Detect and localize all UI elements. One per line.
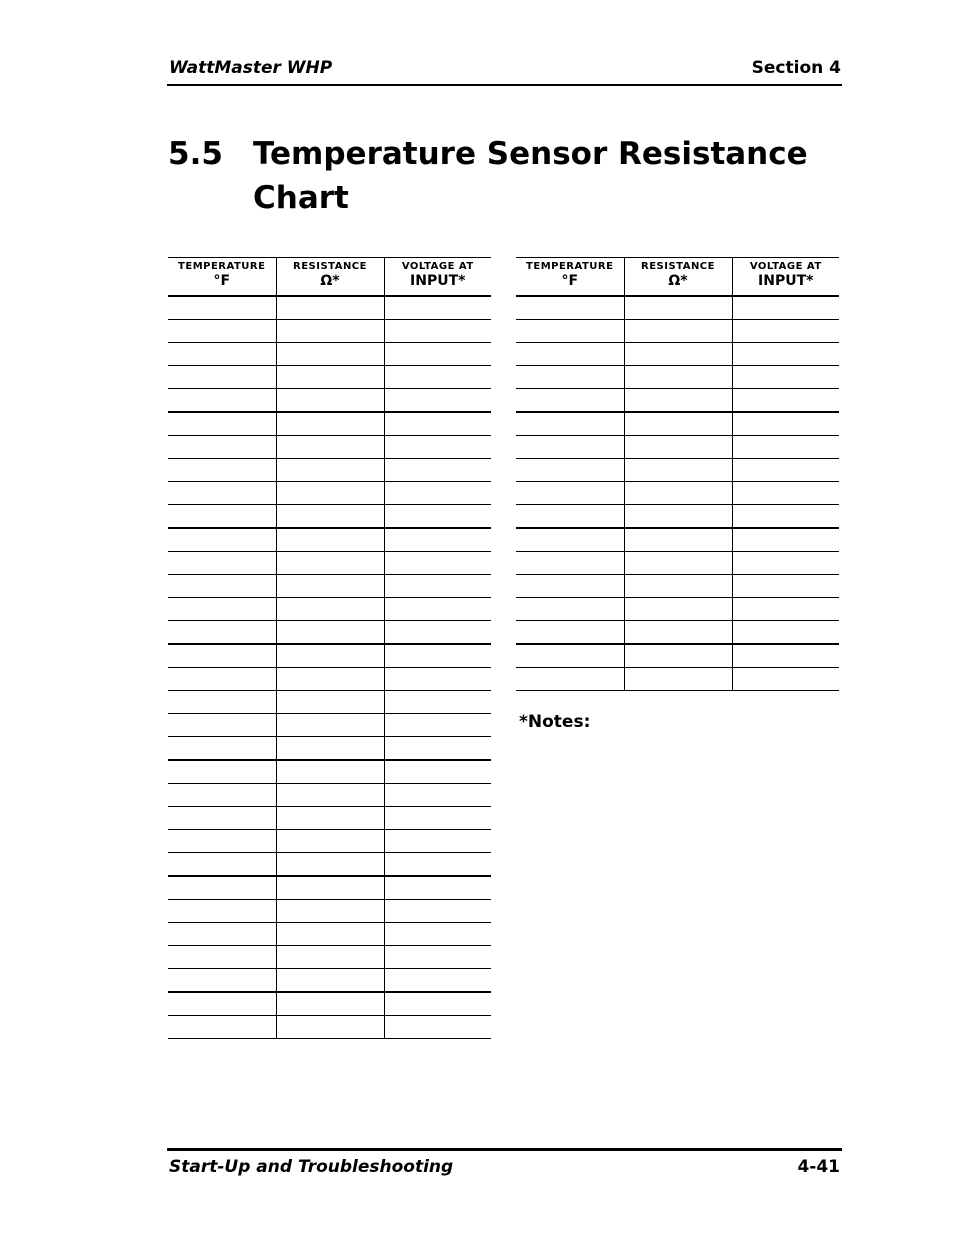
temperature-cell [168, 853, 276, 877]
table-row [168, 900, 491, 923]
resistance-cell [276, 900, 384, 923]
resistance-cell [624, 366, 732, 389]
voltage-cell [732, 644, 839, 668]
voltage-cell [384, 853, 491, 877]
table-row [516, 552, 839, 575]
temperature-cell [168, 923, 276, 946]
table-row [168, 760, 491, 784]
temperature-cell [516, 668, 624, 691]
voltage-cell [384, 807, 491, 830]
table-row [168, 412, 491, 436]
voltage-cell [732, 320, 839, 343]
resistance-cell [276, 389, 384, 413]
voltage-cell [384, 575, 491, 598]
temperature-cell [168, 807, 276, 830]
section-number: 5.5 [168, 136, 223, 172]
resistance-cell [276, 1016, 384, 1039]
table-row [168, 784, 491, 807]
table-row [168, 552, 491, 575]
voltage-cell [384, 320, 491, 343]
temperature-cell [168, 575, 276, 598]
table-row [168, 296, 491, 320]
resistance-cell [276, 598, 384, 621]
table-row [516, 343, 839, 366]
table-row [168, 737, 491, 761]
temperature-cell [516, 389, 624, 413]
voltage-cell [384, 505, 491, 529]
voltage-cell [384, 714, 491, 737]
resistance-cell [624, 598, 732, 621]
footer-chapter: Start-Up and Troubleshooting [169, 1157, 454, 1177]
voltage-cell [384, 969, 491, 993]
table-row [168, 459, 491, 482]
table-row [168, 853, 491, 877]
resistance-cell [624, 436, 732, 459]
resistance-cell [276, 969, 384, 993]
voltage-cell [384, 366, 491, 389]
voltage-cell [732, 436, 839, 459]
header-section: Section 4 [751, 58, 841, 78]
voltage-cell [384, 621, 491, 645]
resistance-cell [624, 668, 732, 691]
temperature-cell [516, 459, 624, 482]
table-row [516, 482, 839, 505]
temperature-cell [168, 668, 276, 691]
temperature-cell [516, 320, 624, 343]
table-row [168, 505, 491, 529]
voltage-cell [384, 459, 491, 482]
voltage-cell [384, 737, 491, 761]
resistance-cell [276, 807, 384, 830]
temperature-cell [516, 598, 624, 621]
voltage-cell [384, 946, 491, 969]
table-row [168, 482, 491, 505]
voltage-cell [384, 389, 491, 413]
resistance-cell [624, 644, 732, 668]
temperature-cell [168, 505, 276, 529]
voltage-cell [384, 900, 491, 923]
temperature-cell [168, 552, 276, 575]
voltage-cell [384, 691, 491, 714]
resistance-table-left [168, 257, 491, 1039]
table-row [516, 389, 839, 413]
table-row [168, 575, 491, 598]
voltage-cell [384, 784, 491, 807]
temperature-cell [168, 784, 276, 807]
table-row [168, 969, 491, 993]
resistance-cell [276, 691, 384, 714]
voltage-cell [732, 575, 839, 598]
voltage-cell [732, 366, 839, 389]
temperature-cell [168, 714, 276, 737]
table-row [168, 1016, 491, 1039]
resistance-cell [276, 876, 384, 900]
resistance-cell [276, 668, 384, 691]
resistance-cell [276, 784, 384, 807]
resistance-header: RESISTANCE Ω* [624, 258, 732, 297]
temperature-cell [168, 320, 276, 343]
temperature-cell [516, 528, 624, 552]
temperature-cell [168, 969, 276, 993]
table-row [168, 668, 491, 691]
header-product-name: WattMaster WHP [169, 58, 333, 78]
resistance-cell [624, 320, 732, 343]
voltage-cell [732, 668, 839, 691]
voltage-cell [384, 876, 491, 900]
temperature-cell [516, 482, 624, 505]
resistance-cell [624, 459, 732, 482]
resistance-cell [276, 992, 384, 1016]
voltage-cell [732, 412, 839, 436]
table-row [516, 320, 839, 343]
resistance-cell [276, 343, 384, 366]
table-row [168, 923, 491, 946]
table-row [168, 528, 491, 552]
voltage-cell [732, 505, 839, 529]
resistance-cell [276, 575, 384, 598]
table-row [516, 621, 839, 645]
voltage-cell [732, 552, 839, 575]
voltage-cell [384, 668, 491, 691]
voltage-cell [732, 389, 839, 413]
temperature-header: TEMPERATURE °F [168, 258, 276, 297]
resistance-cell [276, 946, 384, 969]
resistance-cell [624, 343, 732, 366]
voltage-cell [732, 482, 839, 505]
temperature-cell [168, 900, 276, 923]
voltage-cell [384, 552, 491, 575]
table-row [168, 691, 491, 714]
table-header-row [168, 258, 491, 297]
voltage-cell [732, 598, 839, 621]
temperature-cell [168, 691, 276, 714]
resistance-header: RESISTANCE Ω* [276, 258, 384, 297]
resistance-cell [276, 320, 384, 343]
temperature-cell [168, 737, 276, 761]
voltage-cell [384, 296, 491, 320]
voltage-header: VOLTAGE AT INPUT* [384, 258, 491, 297]
resistance-cell [276, 552, 384, 575]
table-row [516, 644, 839, 668]
table-row [168, 714, 491, 737]
voltage-cell [384, 1016, 491, 1039]
page-header [167, 58, 842, 86]
table-row [168, 807, 491, 830]
section-title: Temperature Sensor Resistance Chart [253, 136, 808, 216]
voltage-cell [732, 343, 839, 366]
temperature-cell [168, 830, 276, 853]
temperature-cell [168, 436, 276, 459]
resistance-cell [276, 830, 384, 853]
table-row [168, 598, 491, 621]
resistance-cell [276, 853, 384, 877]
resistance-cell [276, 644, 384, 668]
voltage-cell [732, 296, 839, 320]
voltage-cell [384, 598, 491, 621]
table-row [168, 389, 491, 413]
temperature-cell [168, 343, 276, 366]
table-row [516, 459, 839, 482]
table-row [168, 644, 491, 668]
temperature-cell [516, 296, 624, 320]
table-row [168, 621, 491, 645]
temperature-cell [168, 598, 276, 621]
resistance-cell [624, 505, 732, 529]
resistance-cell [624, 482, 732, 505]
resistance-cell [276, 760, 384, 784]
resistance-cell [624, 552, 732, 575]
table-row [168, 946, 491, 969]
resistance-cell [624, 621, 732, 645]
table-row [516, 436, 839, 459]
table-row [516, 598, 839, 621]
temperature-cell [516, 644, 624, 668]
resistance-cell [624, 389, 732, 413]
table-row [168, 876, 491, 900]
temperature-header: TEMPERATURE °F [516, 258, 624, 297]
table-row [168, 830, 491, 853]
temperature-cell [168, 528, 276, 552]
temperature-cell [168, 644, 276, 668]
resistance-cell [276, 296, 384, 320]
page-footer [167, 1148, 842, 1181]
table-row [168, 436, 491, 459]
table-row [516, 528, 839, 552]
voltage-cell [384, 923, 491, 946]
voltage-header: VOLTAGE AT INPUT* [732, 258, 839, 297]
temperature-cell [516, 575, 624, 598]
page-number: 4-41 [797, 1157, 840, 1177]
resistance-cell [624, 296, 732, 320]
temperature-cell [168, 876, 276, 900]
table-header-row [516, 258, 839, 297]
table-row [168, 366, 491, 389]
temperature-cell [516, 412, 624, 436]
voltage-cell [384, 528, 491, 552]
voltage-cell [384, 644, 491, 668]
resistance-cell [276, 737, 384, 761]
voltage-cell [384, 830, 491, 853]
temperature-cell [168, 366, 276, 389]
table-row [516, 505, 839, 529]
temperature-cell [516, 343, 624, 366]
resistance-cell [276, 621, 384, 645]
voltage-cell [384, 482, 491, 505]
resistance-cell [276, 505, 384, 529]
temperature-cell [516, 366, 624, 389]
table-row [168, 320, 491, 343]
temperature-cell [516, 621, 624, 645]
resistance-cell [276, 923, 384, 946]
resistance-cell [624, 412, 732, 436]
voltage-cell [384, 343, 491, 366]
voltage-cell [732, 528, 839, 552]
voltage-cell [384, 412, 491, 436]
temperature-cell [168, 412, 276, 436]
table-row [168, 343, 491, 366]
voltage-cell [384, 436, 491, 459]
resistance-cell [624, 575, 732, 598]
table-row [168, 992, 491, 1016]
temperature-cell [168, 621, 276, 645]
temperature-cell [168, 992, 276, 1016]
notes-label: *Notes: [519, 712, 591, 732]
temperature-cell [168, 946, 276, 969]
table-row [516, 366, 839, 389]
resistance-cell [276, 366, 384, 389]
table-row [516, 575, 839, 598]
voltage-cell [732, 459, 839, 482]
temperature-cell [168, 482, 276, 505]
voltage-cell [384, 992, 491, 1016]
table-row [516, 412, 839, 436]
table-row [516, 296, 839, 320]
resistance-cell [624, 528, 732, 552]
table-row [516, 668, 839, 691]
temperature-cell [516, 436, 624, 459]
temperature-cell [168, 760, 276, 784]
temperature-cell [168, 389, 276, 413]
temperature-cell [516, 505, 624, 529]
temperature-cell [168, 459, 276, 482]
resistance-cell [276, 714, 384, 737]
temperature-cell [168, 296, 276, 320]
temperature-cell [168, 1016, 276, 1039]
resistance-cell [276, 482, 384, 505]
resistance-cell [276, 528, 384, 552]
temperature-cell [516, 552, 624, 575]
voltage-cell [732, 621, 839, 645]
resistance-cell [276, 459, 384, 482]
resistance-cell [276, 412, 384, 436]
voltage-cell [384, 760, 491, 784]
resistance-table-right [516, 257, 839, 691]
resistance-cell [276, 436, 384, 459]
